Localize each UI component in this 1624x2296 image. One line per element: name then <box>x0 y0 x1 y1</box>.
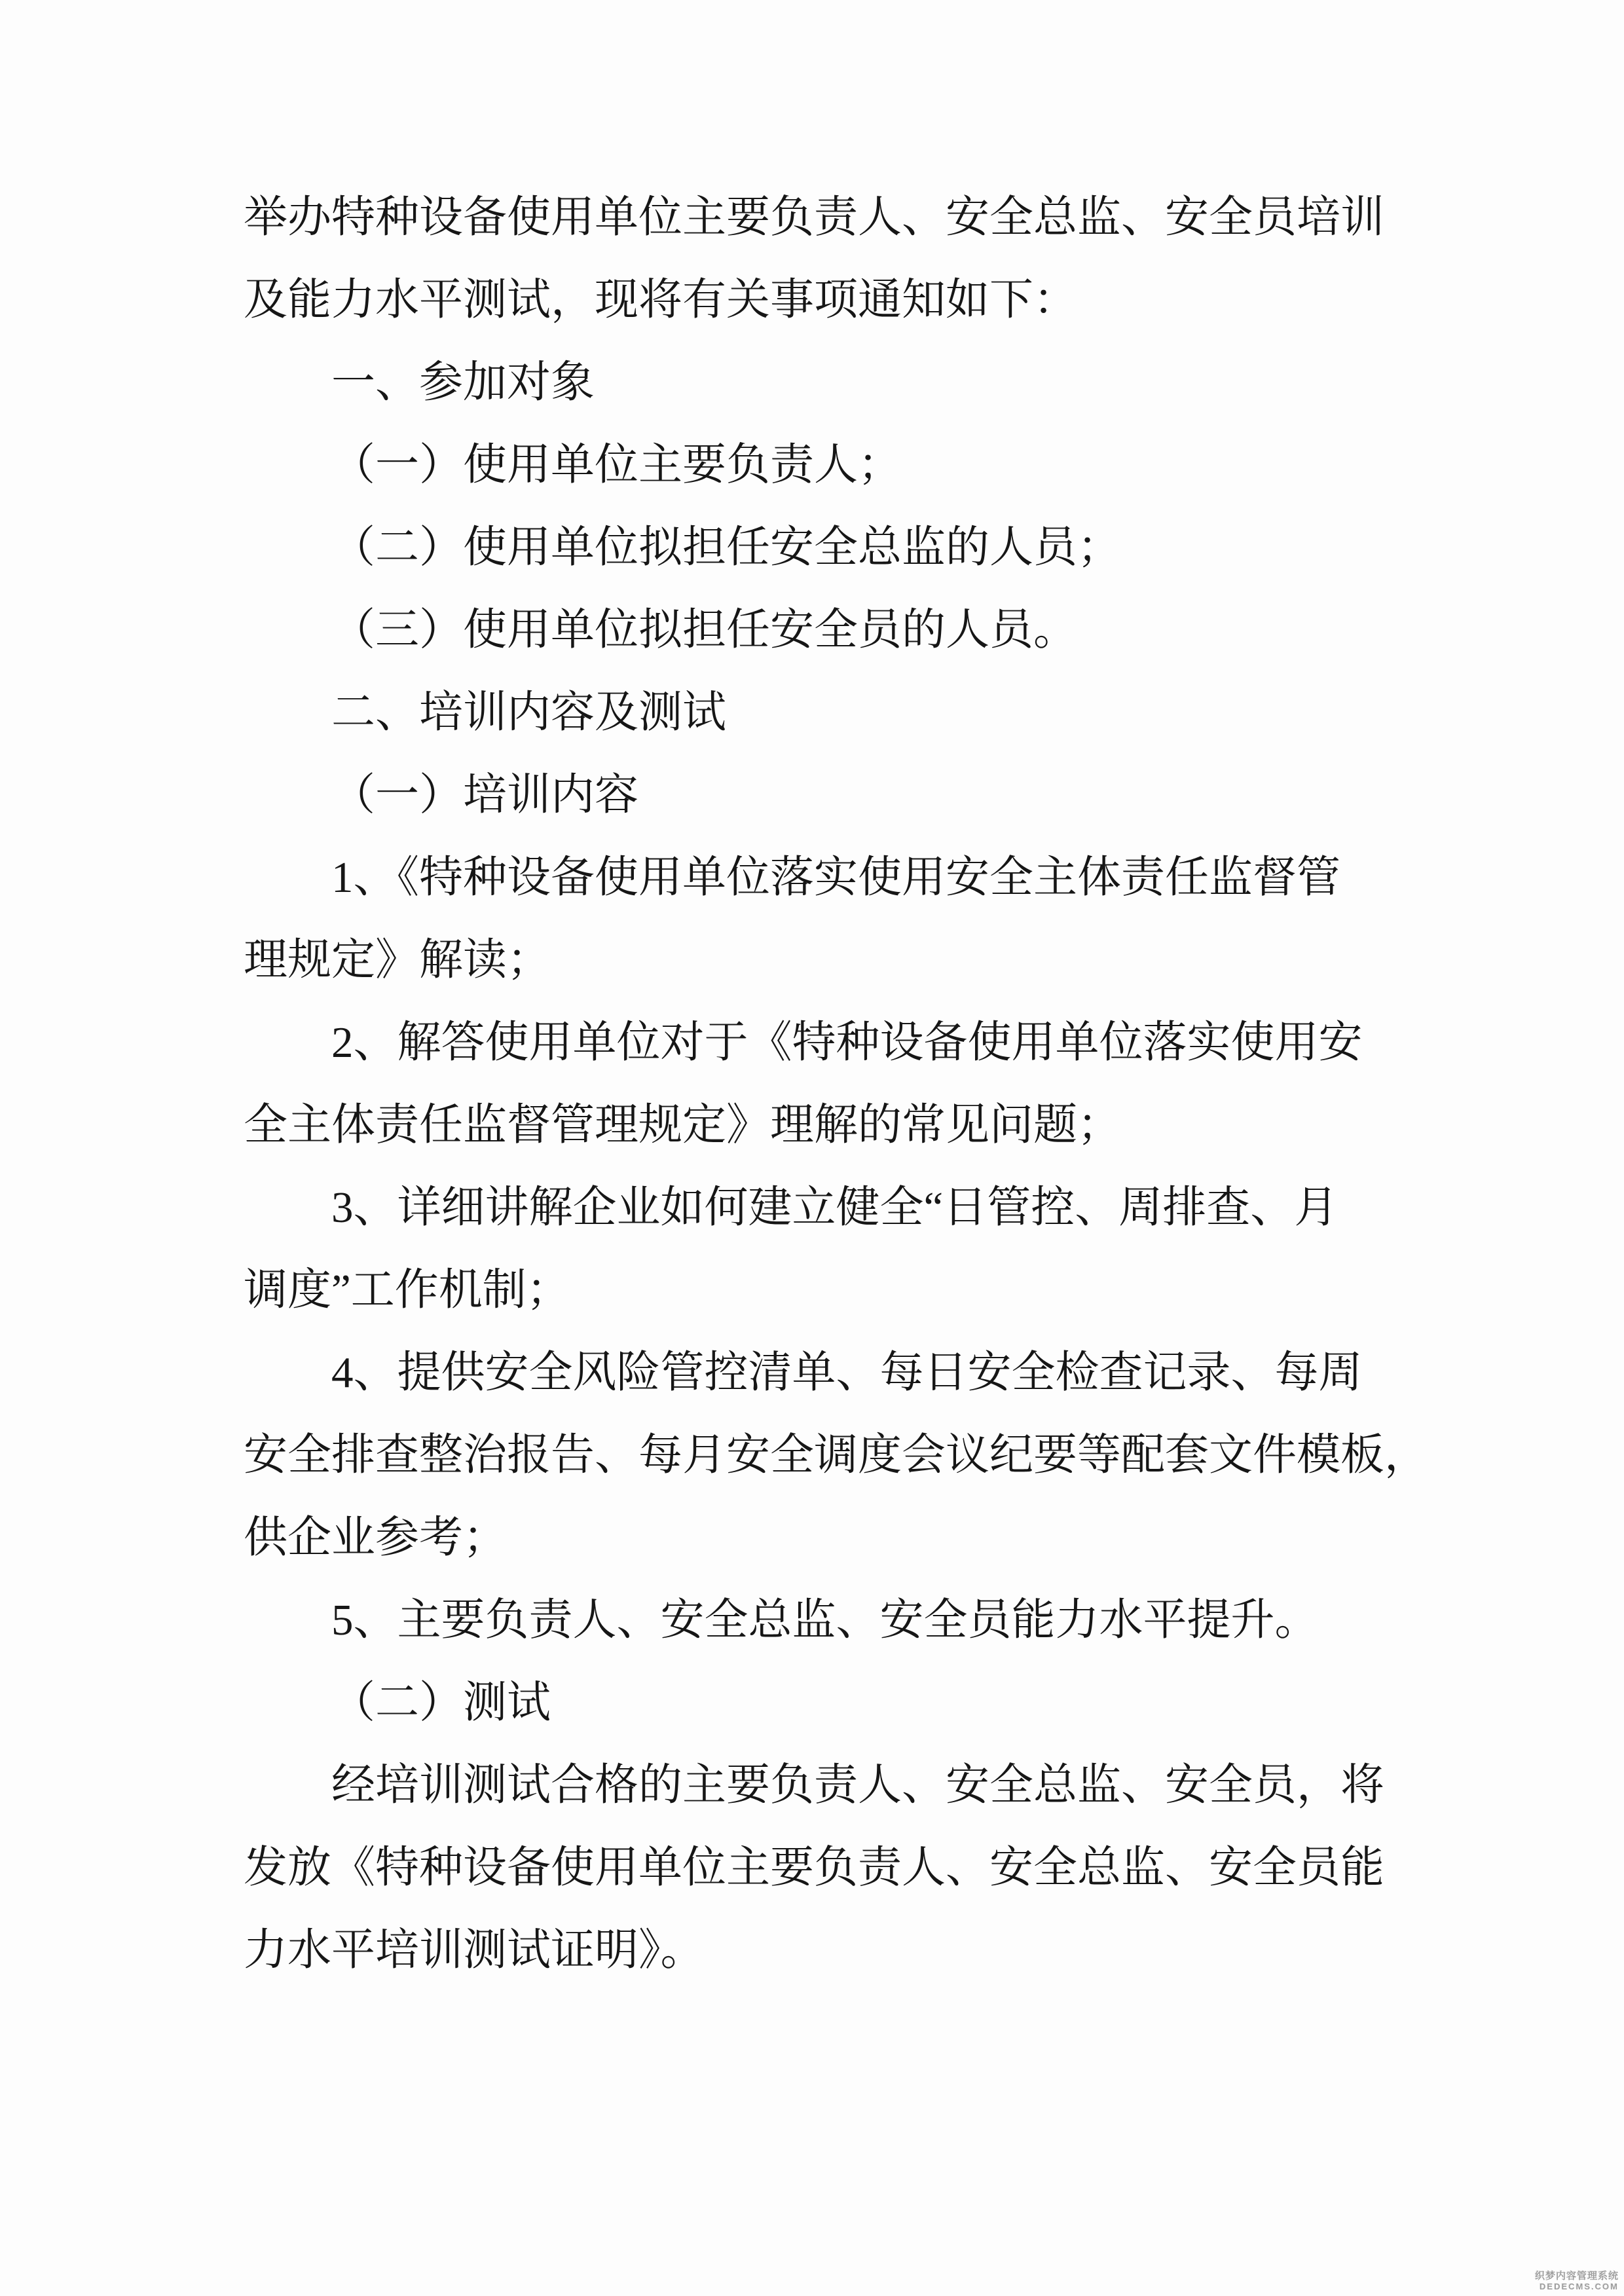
document-text <box>244 176 1428 1991</box>
doc-line: 调度”工作机制； <box>244 1266 570 1314</box>
doc-line: 安全排查整治报告、每月安全调度会议纪要等配套文件模板， <box>244 1431 1428 1479</box>
doc-line: 1、《特种设备使用单位落实使用安全主体责任监督管 <box>331 853 1340 902</box>
watermark-site-url: DEDECMS.COM <box>1540 2282 1619 2291</box>
doc-line: 一、参加对象 <box>331 358 595 407</box>
doc-line: 及能力水平测试，现将有关事项通知如下： <box>244 276 1077 324</box>
doc-line: 3、详细讲解企业如何建立健全“日管控、周排查、月 <box>331 1183 1338 1232</box>
watermark-cms-name: 织梦内容管理系统 <box>1534 2270 1619 2282</box>
doc-line: 发放《特种设备使用单位主要负责人、安全总监、安全员能 <box>244 1843 1384 1892</box>
doc-line: （一）培训内容 <box>331 771 638 819</box>
doc-line: 全主体责任监督管理规定》理解的常见问题； <box>244 1101 1121 1149</box>
doc-line: 二、培训内容及测试 <box>331 688 726 737</box>
doc-line: 供企业参考； <box>244 1513 507 1562</box>
doc-line: （三）使用单位拟担任安全员的人员。 <box>331 606 1077 654</box>
doc-line: 力水平培训测试证明》。 <box>244 1926 705 1974</box>
doc-line: 2、解答使用单位对于《特种设备使用单位落实使用安 <box>331 1018 1363 1067</box>
watermark <box>1535 2270 1619 2292</box>
doc-line: （二）测试 <box>331 1678 551 1727</box>
doc-line: 经培训测试合格的主要负责人、安全总监、安全员，将 <box>331 1761 1384 1809</box>
doc-line: 理规定》解读； <box>244 936 551 984</box>
doc-line: 举办特种设备使用单位主要负责人、安全总监、安全员培训 <box>244 193 1384 242</box>
doc-line: （二）使用单位拟担任安全总监的人员； <box>331 523 1121 572</box>
doc-line: 5、主要负责人、安全总监、安全员能力水平提升。 <box>331 1596 1319 1644</box>
doc-line: 4、提供安全风险管控清单、每日安全检查记录、每周 <box>331 1348 1363 1397</box>
doc-line: （一）使用单位主要负责人； <box>331 441 902 489</box>
